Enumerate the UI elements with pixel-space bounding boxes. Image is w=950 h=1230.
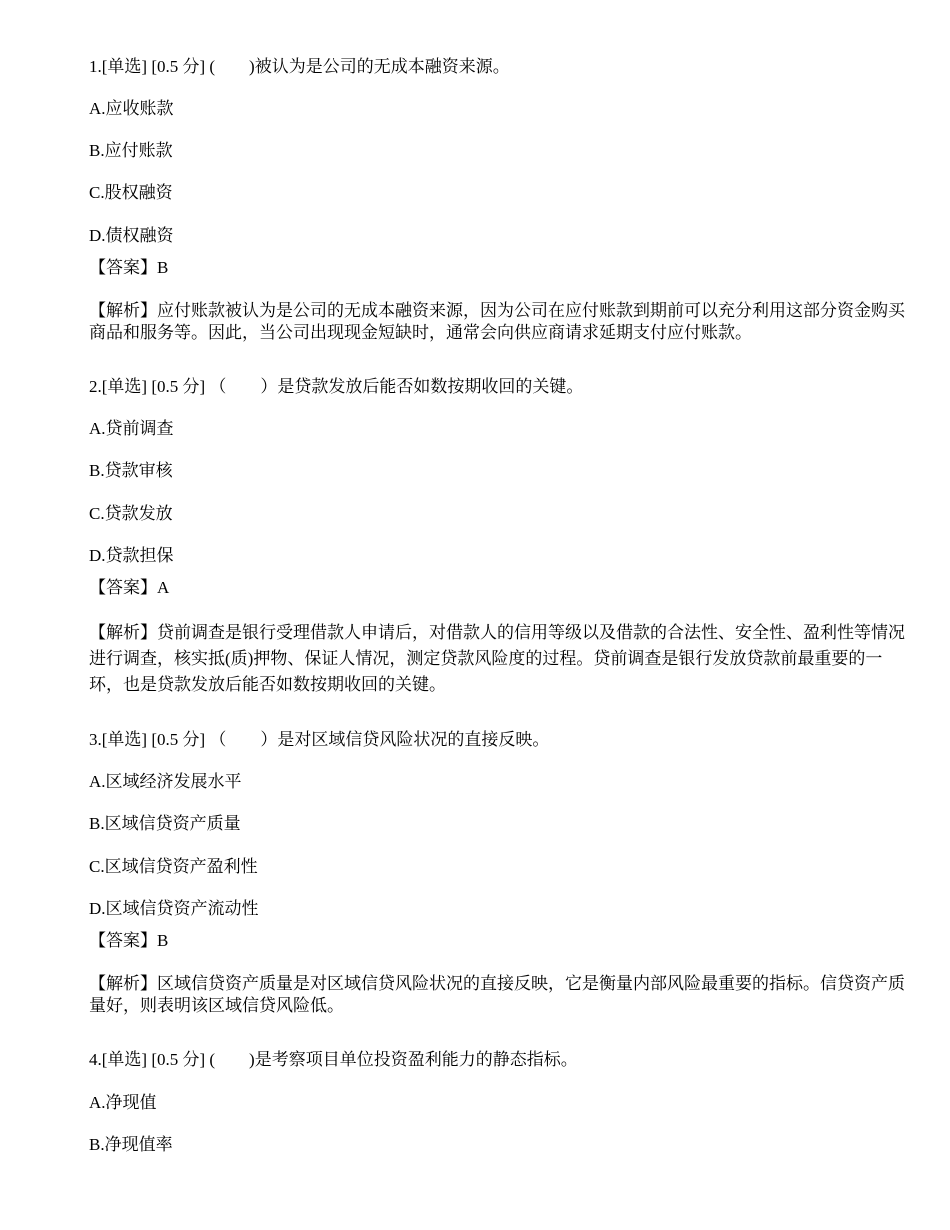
question-2-answer: 【答案】A xyxy=(89,578,170,597)
question-1-option-d: D.债权融资 xyxy=(89,226,174,245)
question-2-option-c: C.贷款发放 xyxy=(89,504,173,523)
question-2-stem: 2.[单选] [0.5 分] （ ）是贷款发放后能否如数按期收回的关键。 xyxy=(89,377,584,396)
question-1-answer: 【答案】B xyxy=(89,258,169,277)
question-1-stem: 1.[单选] [0.5 分] ( )被认为是公司的无成本融资来源。 xyxy=(89,57,510,76)
question-3-stem: 3.[单选] [0.5 分] （ ）是对区域信贷风险状况的直接反映。 xyxy=(89,730,550,749)
question-1-option-a: A.应收账款 xyxy=(89,99,174,118)
question-3-analysis: 【解析】区域信贷资产质量是对区域信贷风险状况的直接反映，它是衡量内部风险最重要的指标。信贷资产质量好，则表明该区域信贷风险低。 xyxy=(89,974,905,1015)
question-3-option-d: D.区域信贷资产流动性 xyxy=(89,899,259,918)
question-2-option-b: B.贷款审核 xyxy=(89,461,173,480)
question-3-answer: 【答案】B xyxy=(89,931,169,950)
question-3-option-c: C.区域信贷资产盈利性 xyxy=(89,857,258,876)
question-2-option-a: A.贷前调查 xyxy=(89,419,174,438)
question-4-option-b: B.净现值率 xyxy=(89,1135,173,1154)
question-3-option-b: B.区域信贷资产质量 xyxy=(89,814,241,833)
question-2-analysis: 【解析】贷前调查是银行受理借款人申请后，对借款人的信用等级以及借款的合法性、安全性、盈利性等情况进行调查，核实抵(质)押物、保证人情况，测定贷款风险度的过程。贷前调查是银行发放贷款前最重要的一环，也是贷款发放后能否如数按期收回的关键。 xyxy=(89,623,905,694)
question-1-option-b: B.应付账款 xyxy=(89,141,173,160)
question-4-stem: 4.[单选] [0.5 分] ( )是考察项目单位投资盈利能力的静态指标。 xyxy=(89,1050,578,1069)
question-1-analysis: 【解析】应付账款被认为是公司的无成本融资来源，因为公司在应付账款到期前可以充分利用这部分资金购买商品和服务等。因此，当公司出现现金短缺时，通常会向供应商请求延期支付应付账款。 xyxy=(89,301,905,342)
question-2-option-d: D.贷款担保 xyxy=(89,546,174,565)
question-1-option-c: C.股权融资 xyxy=(89,183,173,202)
question-3-option-a: A.区域经济发展水平 xyxy=(89,772,242,791)
question-4-option-a: A.净现值 xyxy=(89,1093,157,1112)
